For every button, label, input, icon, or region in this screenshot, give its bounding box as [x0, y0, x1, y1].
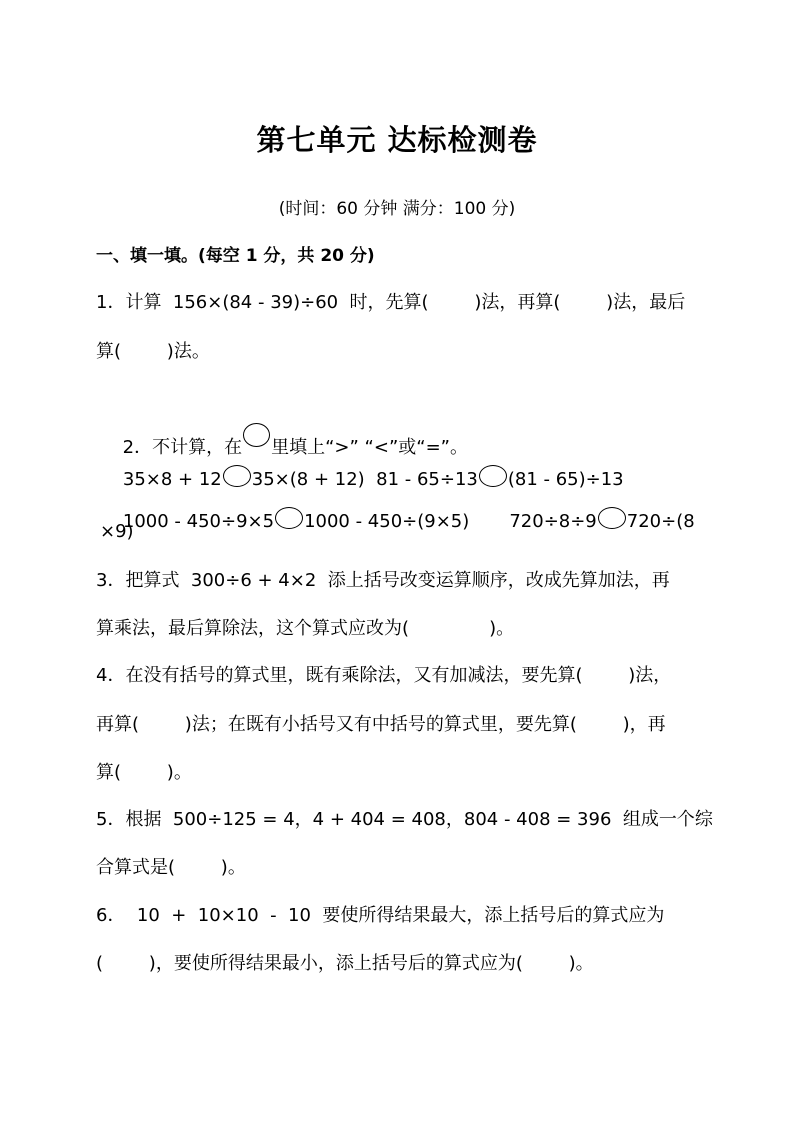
question-2-intro-text: 2．不计算，在 [116, 437, 243, 458]
question-1-line-2: 算( )法。 [96, 341, 210, 362]
question-5-line-2: 合算式是( )。 [96, 857, 246, 878]
expression: 1000 - 450÷(9×5) 720÷8÷9 [304, 511, 597, 532]
expression: (81 - 65)÷13 [507, 469, 624, 490]
expression: 1000 - 450÷9×5 [122, 511, 275, 532]
question-2-intro-text: 里填上“>” “<”或“=”。 [271, 437, 468, 458]
question-4-line-2: 再算( )法；在既有小括号又有中括号的算式里，要先算( )，再 [96, 714, 666, 735]
section-heading: 一、填一填。(每空 1 分，共 20 分) [96, 246, 375, 266]
question-3-line-1: 3．把算式 300÷6 + 4×2 添上括号改变运算顺序，改成先算加法，再 [96, 570, 670, 591]
question-1-line-1: 1．计算 156×(84 - 39)÷60 时，先算( )法，再算( )法，最后 [96, 292, 686, 313]
question-3-line-2: 算乘法，最后算除法，这个算式应改为( )。 [96, 618, 515, 639]
comparison-circle-icon[interactable] [598, 507, 626, 529]
question-6-line-1: 6． 10 + 10×10 - 10 要使所得结果最大，添上括号后的算式应为 [96, 905, 665, 926]
expression: 720÷(8 [626, 511, 695, 532]
expression: 35×(8 + 12) 81 - 65÷13 [251, 469, 478, 490]
question-4-line-3: 算( )。 [96, 762, 192, 783]
question-4-line-1: 4．在没有括号的算式里，既有乘除法，又有加减法，要先算( )法， [96, 665, 672, 686]
comparison-circle-icon[interactable] [275, 507, 303, 529]
page-title: 第七单元 达标检测卷 [256, 123, 538, 157]
question-5-line-1: 5．根据 500÷125 = 4，4 + 404 = 408，804 - 408 = 396 组成一个综 [96, 809, 713, 830]
exam-info: (时间：60 分钟 满分：100 分) [278, 199, 516, 219]
expression: 35×8 + 12 [122, 469, 222, 490]
question-6-line-2: ( )，要使所得结果最小，添上括号后的算式应为( )。 [96, 953, 594, 974]
question-2-row-2 [100, 483, 695, 558]
question-2-row-3: ×9) [100, 521, 134, 542]
